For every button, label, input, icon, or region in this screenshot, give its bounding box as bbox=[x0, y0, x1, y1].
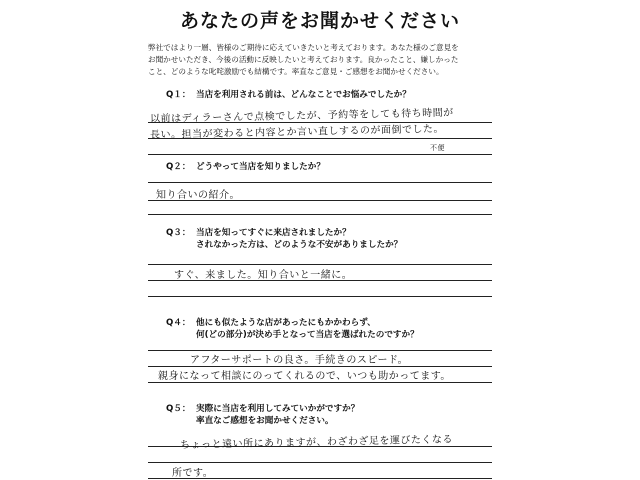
page-title: あなたの声をお聞かせください bbox=[179, 10, 460, 32]
answer-rule bbox=[148, 382, 492, 383]
intro-line: お聞かせいただき、今後の活動に反映したいと考えております。良かったこと、嫌しかった bbox=[148, 55, 459, 64]
intro-text bbox=[148, 42, 508, 78]
intro-line: こと、どのような叱咤激励でも結構です。率直なご意見・ご感想をお聞かせください。 bbox=[148, 67, 444, 76]
answer-rule bbox=[148, 296, 492, 297]
intro-line: 弊社ではより一層、皆様のご期待に応えていきたいと考えております。あなた様のご意見を bbox=[148, 43, 459, 52]
handwritten-answer-1b: 長い。担当が変わると内容とか言い直しするのが面倒でした。 bbox=[149, 123, 445, 141]
question-3: Q３： 当店を知ってすぐに来店されましたか？ されなかった方は、どのような不安がありましたか？ bbox=[166, 228, 403, 250]
handwritten-answer-4a: アフターサポートの良さ。手続きのスピード。 bbox=[190, 355, 409, 366]
handwritten-answer-3: すぐ、来ました。知り合いと一緒に。 bbox=[174, 270, 353, 281]
question-4: Q４： 他にも似たような店があったにもかかわらず、 何(どの部分)が決め手となって当店を選ばれたのですか？ bbox=[166, 318, 419, 340]
question-5: Q５： 実際に当店を利用してみていかがですか？ 率直なご感想をお聞かせください。 bbox=[166, 404, 360, 426]
handwritten-answer-5a: ちょっと遠い所にありますが、わざわざ足を運びたくなる bbox=[179, 434, 454, 451]
answer-rule bbox=[148, 462, 492, 463]
handwritten-answer-4b: 親身になって相談にのってくれるので、いつも助かってます。 bbox=[158, 371, 451, 382]
answer-rule bbox=[148, 154, 492, 155]
answer-rule bbox=[148, 182, 492, 183]
handwritten-answer-1a: 以前はディラーさんで点検でしたが、予約等をしても待ち時間が bbox=[149, 107, 454, 125]
handwritten-answer-5b: 所です。 bbox=[172, 468, 214, 479]
answer-rule bbox=[148, 214, 492, 215]
answer-rule bbox=[148, 264, 492, 265]
question-1: Q１： 当店を利用される前は、どんなことでお悩みでしたか？ bbox=[166, 90, 411, 100]
handwritten-note: 不便 bbox=[430, 144, 445, 152]
handwritten-answer-2: 知り合いの紹介。 bbox=[156, 190, 240, 201]
question-2: Q２： どうやって当店を知りましたか？ bbox=[166, 162, 325, 172]
